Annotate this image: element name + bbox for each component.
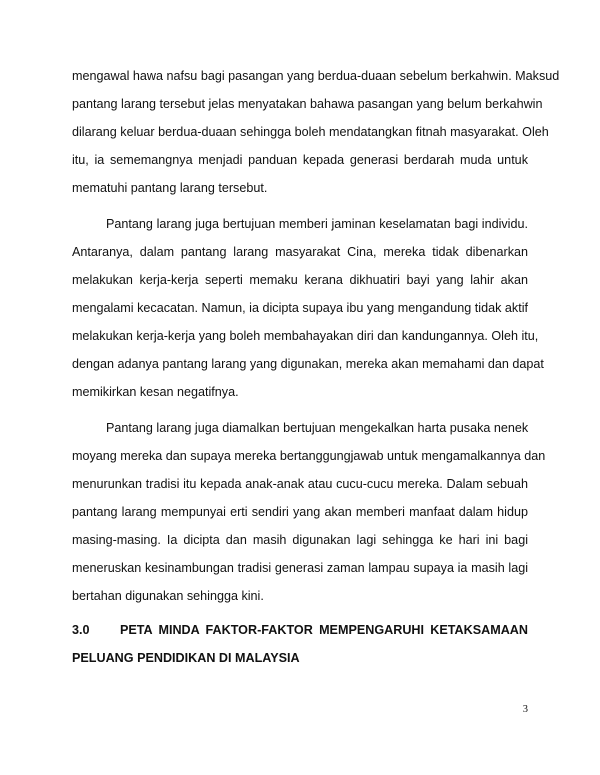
paragraph-line: dengan adanya pantang larang yang digunakan, mereka akan memahami dan dapat xyxy=(72,357,544,371)
paragraph-line: bertahan digunakan sehingga kini. xyxy=(72,589,264,603)
page-number: 3 xyxy=(522,704,528,715)
paragraph-line: masing-masing. Ia dicipta dan masih digunakan lagi sehingga ke hari ini bagi xyxy=(72,533,528,547)
paragraph-line: pantang larang mempunyai erti sendiri yang akan memberi manfaat dalam hidup xyxy=(72,505,528,519)
paragraph-line: mematuhi pantang larang tersebut. xyxy=(72,181,268,195)
section-heading xyxy=(72,622,528,638)
paragraph-line: pantang larang tersebut jelas menyatakan bahawa pasangan yang belum berkahwin xyxy=(72,97,543,111)
paragraph-line: meneruskan kesinambungan tradisi generasi zaman lampau supaya ia masih lagi xyxy=(72,561,528,575)
section-title-line: PETA MINDA FAKTOR-FAKTOR MEMPENGARUHI KETAKSAMAAN xyxy=(120,623,528,637)
paragraph-line: menurunkan tradisi itu kepada anak-anak atau cucu-cucu mereka. Dalam sebuah xyxy=(72,477,528,491)
paragraph-line: moyang mereka dan supaya mereka bertanggungjawab untuk mengamalkannya dan xyxy=(72,449,546,463)
section-title-line: PELUANG PENDIDIKAN DI MALAYSIA xyxy=(72,651,300,665)
paragraph-line: dilarang keluar berdua-duaan sehingga boleh mendatangkan fitnah masyarakat. Oleh xyxy=(72,125,549,139)
paragraph-line: Pantang larang juga diamalkan bertujuan mengekalkan harta pusaka nenek xyxy=(106,421,529,435)
paragraph-line: Pantang larang juga bertujuan memberi jaminan keselamatan bagi individu. xyxy=(106,217,528,231)
section-number: 3.0 xyxy=(72,623,90,637)
paragraph-line: itu, ia sememangnya menjadi panduan kepada generasi berdarah muda untuk xyxy=(72,153,528,167)
paragraph-line: mengalami kecacatan. Namun, ia dicipta supaya ibu yang mengandung tidak aktif xyxy=(72,301,528,315)
paragraph-line: mengawal hawa nafsu bagi pasangan yang berdua-duaan sebelum berkahwin. Maksud xyxy=(72,69,560,83)
paragraph-line: Antaranya, dalam pantang larang masyarakat Cina, mereka tidak dibenarkan xyxy=(72,245,528,259)
paragraph-line: melakukan kerja-kerja yang boleh membahayakan diri dan kandungannya. Oleh itu, xyxy=(72,329,539,343)
paragraph-line: memikirkan kesan negatifnya. xyxy=(72,385,239,399)
paragraph-line: melakukan kerja-kerja seperti memaku kerana dikhuatiri bayi yang lahir akan xyxy=(72,273,528,287)
